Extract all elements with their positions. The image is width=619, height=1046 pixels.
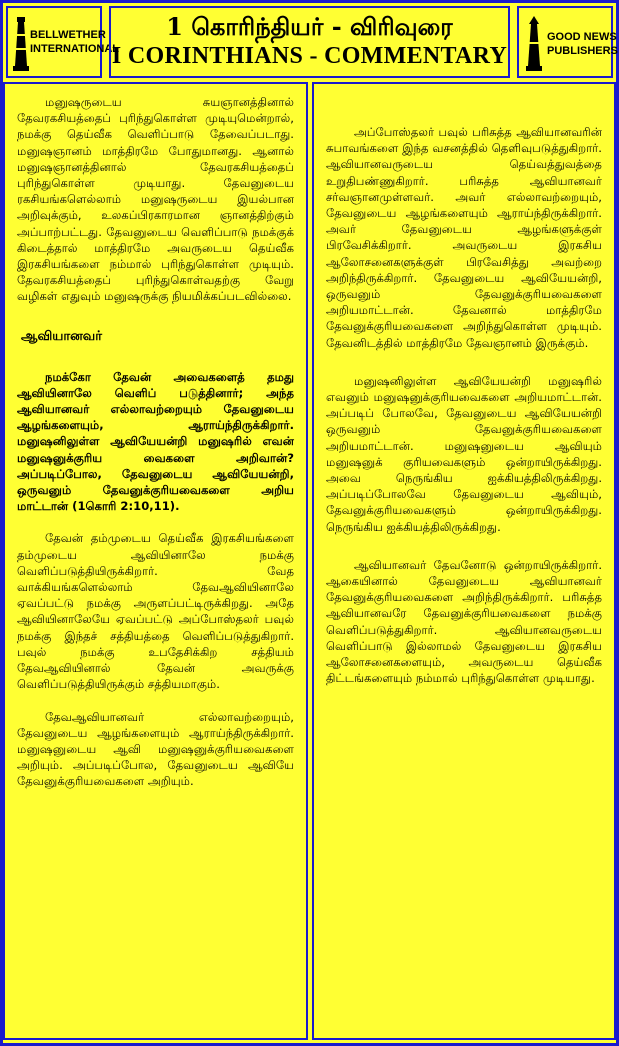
lighthouse-icon <box>11 14 31 74</box>
good-news-logo <box>517 6 618 78</box>
title-box <box>109 6 510 78</box>
right-column <box>312 82 616 1040</box>
section-heading: ஆவியானவர் <box>21 328 103 344</box>
left-paragraph-3: தேவஆவியானவர் எல்லாவற்றையும், தேவனுடைய ஆழங்களையும் ஆராய்ந்திருக்கிறார். மனுஷனுடைய ஆவி மனுஷனுக்குரியவைகளை அறியும். அப்படிப்போல, தேவனுடைய ஆவியே தேவனுக்குரியவைகளை அறியும். <box>17 709 294 789</box>
left-logo-text <box>30 28 119 56</box>
left-paragraph-2: தேவன் தம்முடைய தெய்வீக இரகசியங்களை தம்முடைய ஆவியினாலே நமக்கு வெளிப்படுத்தியிருக்கிறார். வேத வாக்கியங்களெல்லாம் தேவஆவியினாலே ஏவப்பட்டு நமக்கு அருளப்பட்டிருக்கிறது. அதே ஆவியினாலேயே ஏவப்பட்டு அப்போஸ்தலர் பவுல் நமக்கு இந்தச் சத்தியத்தை வெளிப்படுத்துகிறார். பவுல் நமக்கு உபதேசிக்கிற சத்தியம் தேவஆவியினால் தேவன் அவருக்கு வெளிப்படுத்தியிருக்கும் சத்தியமாகும். <box>17 531 294 692</box>
right-logo-line1: GOOD NEWS <box>547 31 617 43</box>
bellwether-logo <box>6 6 120 78</box>
lighthouse-icon <box>523 14 545 74</box>
right-paragraph-1: அப்போஸ்தலர் பவுல் பரிசுத்த ஆவியானவரின் சுபாவங்களை இந்த வசனத்தில் தெளிவுபடுத்துகிறார். ஆவியானவருடைய தெய்வத்துவத்தை உறுதிபண்ணுகிறார். பரிசுத்த ஆவியானவர் சர்வஞானமுள்ளவர். அவர் எல்லாவற்றையும், தேவனுடைய ஆழங்களையும் ஆராய்ந்திருக்கிறார். அவர் தேவனுடைய ஆழங்களுக்குள் பிரவேசிக்கிறார். அவருடைய இரகசிய ஆலோசனைகளுக்குள் பிரவேசித்து அவற்றை அறிந்திருக்கிறார். தேவனுடைய ஆவியேயன்றி, ஒருவனும் தேவனுக்குரியவைகளை அறியமாட்டான். தேவனால் மாத்திரமே தேவனுக்குரியவைகளை அறிந்துகொள்ள முடியும். தேவனிடத்தில் மாத்திரமே தேவஞானம் இருக்கும். <box>326 125 602 350</box>
left-logo-line2: INTERNATIONAL <box>30 43 120 55</box>
scripture-verse: நமக்கோ தேவன் அவைகளைத் தமது ஆவியினாலே வெளிப் படுத்தினார்; அந்த ஆவியானவர் எல்லாவற்றையும் தேவனுடைய ஆழங்களையும், ஆராய்ந்திருக்கிறார். மனுஷனிலுள்ள ஆவியேயன்றி மனுஷரில் எவன் மனுஷனுக்குரிய வைகளை அறிவான்? அப்படிப்போல, தேவனுடைய ஆவியேயன்றி, ஒருவனும் தேவனுக்குரியவைகளை அறிய மாட்டான் (1கொரி 2:10,11). <box>17 369 294 514</box>
right-paragraph-3: ஆவியானவர் தேவனோடு ஒன்றாயிருக்கிறார். ஆகையினால் தேவனுடைய ஆவியானவர் தேவனுக்குரியவைகளை அறிந்திருக்கிறார். பரிசுத்த ஆவியானவரே தேவனுக்குரியவைகளை நமக்கு வெளிப்படுத்துகிறார். ஆவியானவருடைய வெளிப்பாடு இல்லாமல் தேவனுடைய இரகசிய ஆலோசனைகளையும், அவருடைய தெய்வீக திட்டங்களையும் நம்மால் புரிந்துகொள்ள முடியாது. <box>326 557 602 686</box>
left-paragraph-1: மனுஷருடைய சுயஞானத்தினால் தேவரகசியத்தைப் புரிந்துகொள்ள முடியுமென்றால், நமக்கு தெய்வீக வெளிப்பாடு தேவைப்படாது. மனுஷஞானம் மாத்திரமே போதுமானது. ஆனால் மனுஷஞானத்தினால் தேவரகசியத்தைப் புரிந்துகொள்ள முடியாது. தேவனுடைய ரகசியங்களெல்லாம் மனுஷருடைய இயல்பான அறிவுக்கும், உலகப்பிரகாரமான ஞானத்திற்கும் அப்பாற்பட்டது. தேவனுடைய வெளிப்பாடு நமக்குக் கிடைத்தால் மாத்திரமே அவருடைய தெய்வீக இரகசியங்களை நம்மால் புரிந்துகொள்ள முடியும். தேவரகசியத்தைப் புரிந்துகொள்வதற்கு வேறு வழிகள் எதுவும் மனுஷருக்கு நியமிக்கப்படவில்லை. <box>17 95 294 304</box>
left-logo-line1: BELLWETHER <box>30 29 106 41</box>
right-logo-text <box>547 30 618 58</box>
header <box>3 3 616 85</box>
right-paragraph-2: மனுஷனிலுள்ள ஆவியேயன்றி மனுஷரில் எவனும் மனுஷனுக்குரியவைகளை அறியமாட்டான். அப்படிப் போலவே, தேவனுடைய ஆவியேயன்றி ஒருவனும் தேவனுக்குரியவைகளை அறியமாட்டான். மனுஷனுடைய ஆவியும் மனுஷனுக் குரியவைகளும் ஒன்றாயிருக்கிறது. அவை நெருங்கிய ஐக்கியத்திலிருக்கிறது. அப்படிப்போலவே தேவனுடைய ஆவியும், தேவனுக்குரியவைகளும் ஒன்றாயிருக்கிறது. நெருங்கிய ஐக்கியத்திலிருக்கிறது. <box>326 373 602 534</box>
left-column <box>3 82 308 1040</box>
title-tamil: 1 கொரிந்தியர் - விரிவுரை <box>166 12 453 41</box>
right-logo-line2: PUBLISHERS <box>547 45 618 57</box>
title-english: I CORINTHIANS - COMMENTARY <box>111 43 508 69</box>
